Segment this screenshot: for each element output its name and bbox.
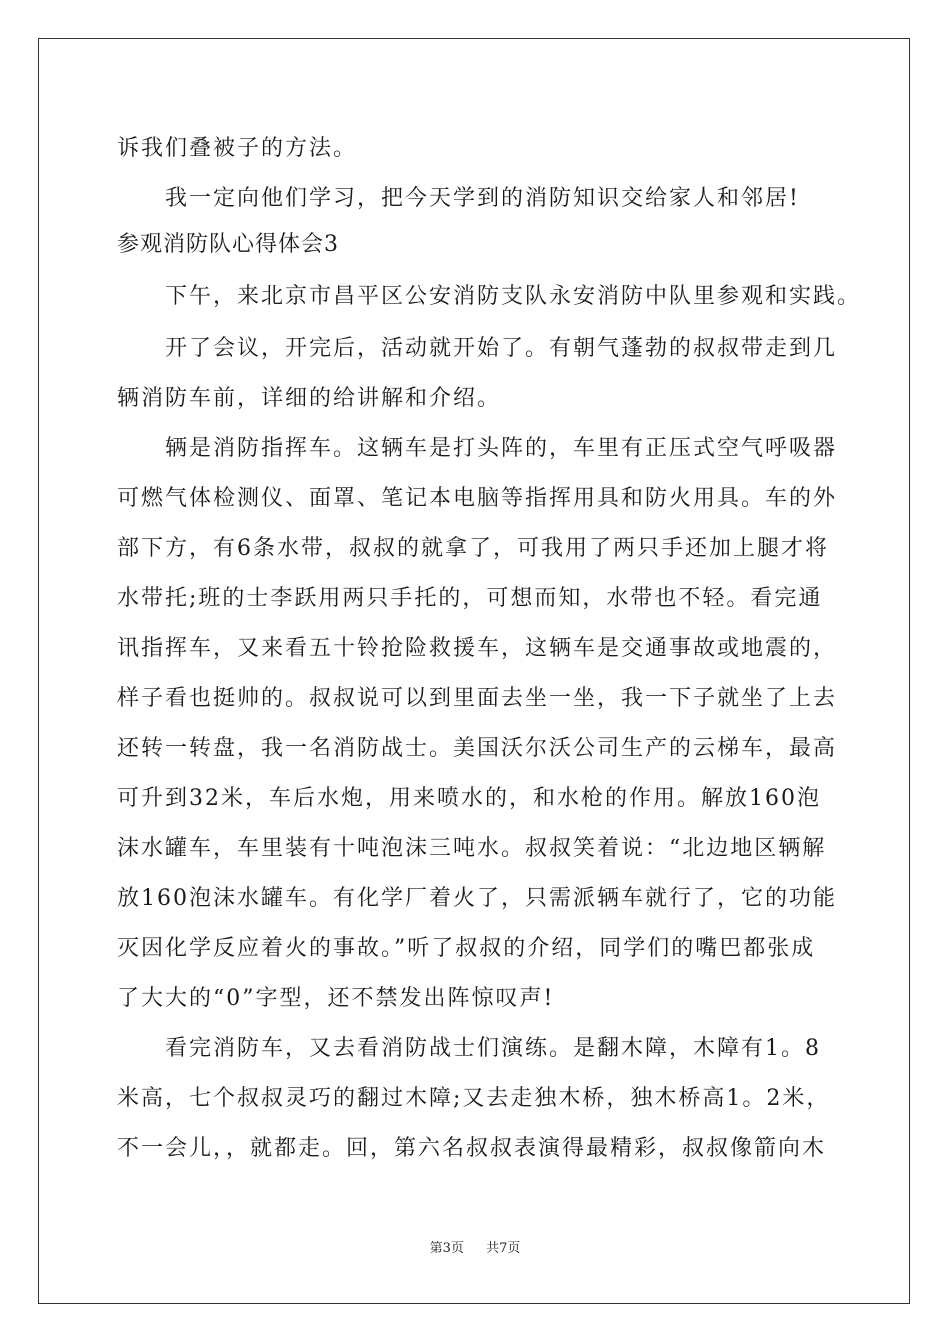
text-line: 下午，来北京市昌平区公安消防支队永安消防中队里参观和实践。 (117, 284, 862, 309)
text-line: 可升到32米，车后水炮，用来喷水的，和水枪的作用。解放160泡 (117, 786, 821, 811)
text-line: 部下方，有6条水带，叔叔的就拿了，可我用了两只手还加上腿才将 (117, 536, 829, 561)
text-line: 了大大的“0”字型，还不禁发出阵惊叹声! (117, 986, 555, 1011)
text-line: 还转一转盘，我一名消防战士。美国沃尔沃公司生产的云梯车，最高 (117, 736, 838, 761)
text-line: 辆是消防指挥车。这辆车是打头阵的，车里有正压式空气呼吸器 (117, 436, 838, 461)
text-line: 开了会议，开完后，活动就开始了。有朝气蓬勃的叔叔带走到几 (117, 336, 838, 361)
text-line: 米高，七个叔叔灵巧的翻过木障;又去走独木桥，独木桥高1。2米， (117, 1086, 831, 1111)
page-footer (0, 1240, 950, 1258)
text-line: 沫水罐车，车里装有十吨泡沫三吨水。叔叔笑着说：“北边地区辆解 (117, 836, 827, 861)
text-line: 可燃气体检测仪、面罩、笔记本电脑等指挥用具和防火用具。车的外 (117, 486, 838, 511)
text-line: 诉我们叠被子的方法。 (117, 136, 358, 161)
section-title: 参观消防队心得体会3 (117, 232, 339, 257)
page-number: 第3页 (429, 1241, 464, 1256)
text-line: 样子看也挺帅的。叔叔说可以到里面去坐一坐，我一下子就坐了上去 (117, 686, 838, 711)
text-line: 灭因化学反应着火的事故。”听了叔叔的介绍，同学们的嘴巴都张成 (117, 936, 816, 961)
text-line: 放160泡沫水罐车。有化学厂着火了，只需派辆车就行了，它的功能 (117, 886, 837, 911)
text-line: 讯指挥车，又来看五十铃抢险救援车，这辆车是交通事故或地震的， (117, 636, 838, 661)
text-line: 辆消防车前，详细的给讲解和介绍。 (117, 386, 502, 411)
page-border (38, 38, 910, 1304)
text-line: 我一定向他们学习，把今天学到的消防知识交给家人和邻居! (117, 186, 800, 211)
text-line: 看完消防车，又去看消防战士们演练。是翻木障，木障有1。8 (117, 1036, 821, 1061)
text-line: 水带托;班的士李跃用两只手托的，可想而知，水带也不轻。看完通 (117, 586, 823, 611)
total-pages: 共7页 (486, 1241, 521, 1256)
text-line: 不一会儿，，就都走。回，第六名叔叔表演得最精彩，叔叔像箭向木 (117, 1136, 827, 1161)
